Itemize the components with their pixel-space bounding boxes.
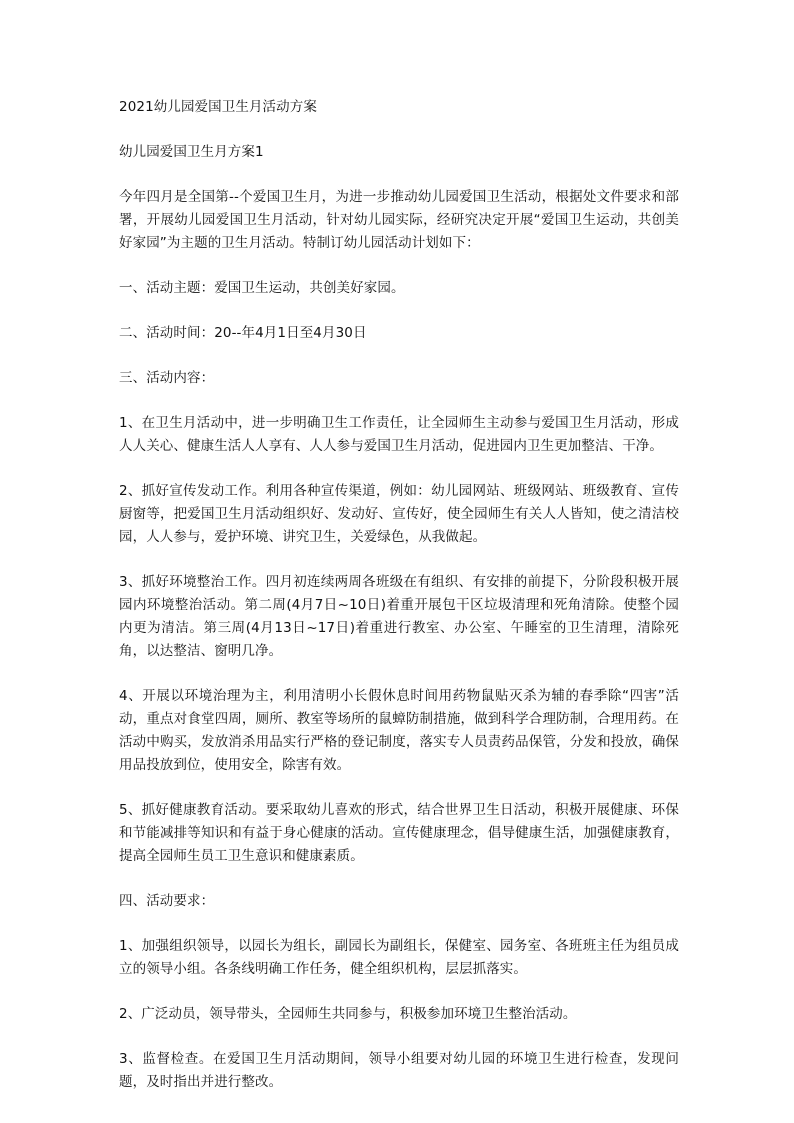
content-item-5: 5、抓好健康教育活动。要采取幼儿喜欢的形式，结合世界卫生日活动，积极开展健康、环保和节能减排等知识和有益于身心健康的活动。宣传健康理念，倡导健康生活，加强健康教育，提高全园师生员工卫生意识和健康素质。 (119, 802, 679, 864)
paragraph-intro: 今年四月是全国第--个爱国卫生月，为进一步推动幼儿园爱国卫生活动，根据处文件要求和部署，开展幼儿园爱国卫生月活动，针对幼儿园实际，经研究决定开展“爱国卫生运动，共创美好家园”为主题的卫生月活动。特制订幼儿园活动计划如下： (119, 189, 679, 251)
section-heading-requirements: 四、活动要求： (119, 893, 215, 909)
document-body (119, 96, 679, 1094)
content-item-4: 4、开展以环境治理为主，利用清明小长假休息时间用药物鼠贴灭杀为辅的春季除“四害”活动，重点对食堂四周，厕所、教室等场所的鼠蟑防制措施，做到科学合理防制，合理用药。在活动中购买，发放消杀用品实行严格的登记制度，落实专人员责药品保管，分发和投放，确保用品投放到位，使用安全，除害有效。 (119, 688, 679, 773)
content-item-2: 2、抓好宣传发动工作。利用各种宣传渠道，例如：幼儿园网站、班级网站、班级教育、宣传厨窗等，把爱国卫生月活动组织好、发动好、宣传好，使全园师生有关人人皆知，使之清洁校园，人人参与，爱护环境、讲究卫生，关爱绿色，从我做起。 (119, 483, 679, 545)
section-heading-content: 三、活动内容： (119, 370, 215, 386)
document-subtitle: 幼儿园爱国卫生月方案1 (119, 144, 264, 160)
document-title: 2021幼儿园爱国卫生月活动方案 (119, 99, 317, 115)
paragraph-theme: 一、活动主题：爱国卫生运动，共创美好家园。 (119, 280, 405, 296)
requirement-item-2: 2、广泛动员，领导带头，全园师生共同参与，积极参加环境卫生整治活动。 (119, 1006, 577, 1022)
content-item-3: 3、抓好环境整治工作。四月初连续两周各班级在有组织、有安排的前提下，分阶段积极开展园内环境整治活动。第二周(4月7日~10日)着重开展包干区垃圾清理和死角清除。使整个园内更为清洁。第三周(4月13日~17日)着重进行教室、办公室、午睡室的卫生清理，清除死角，以达整洁、窗明几净。 (119, 574, 679, 659)
requirement-item-1: 1、加强组织领导，以园长为组长，副园长为副组长，保健室、园务室、各班班主任为组员成立的领导小组。各条线明确工作任务，健全组织机构，层层抓落实。 (119, 938, 679, 977)
requirement-item-3: 3、监督检查。在爱国卫生月活动期间，领导小组要对幼儿园的环境卫生进行检查，发现问题，及时指出并进行整改。 (119, 1051, 679, 1090)
content-item-1: 1、在卫生月活动中，进一步明确卫生工作责任，让全园师生主动参与爱国卫生月活动，形成人人关心、健康生活人人享有、人人参与爱国卫生月活动，促进园内卫生更加整洁、干净。 (119, 415, 679, 454)
paragraph-time: 二、活动时间：20--年4月1日至4月30日 (119, 325, 367, 341)
